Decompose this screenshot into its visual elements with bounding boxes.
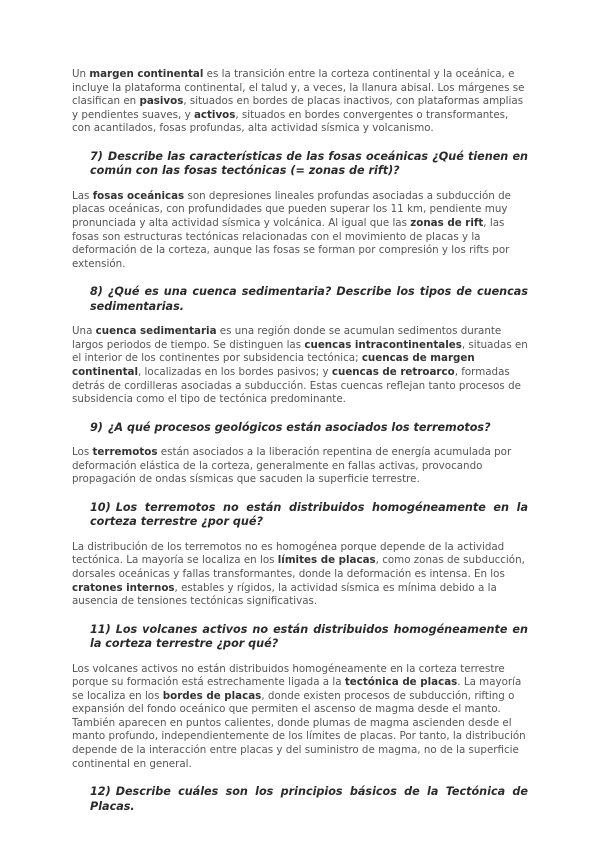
bold-term: margen continental	[89, 68, 204, 80]
question-number: 7)	[90, 149, 103, 163]
bold-term: bordes de placas	[162, 689, 262, 702]
bold-term: límites de placas	[277, 554, 376, 567]
question-12	[72, 785, 528, 814]
answer-9: Los terremotos están asociados a la liberación repentina de energía acumulada por deformación elástica de la corteza, generalmente en fallas activas, provocando propagación de ondas sísmicas que sacuden la superficie terrestre.	[72, 446, 512, 486]
bold-term: cratones internos	[72, 581, 175, 594]
answer-7: Las fosas oceánicas son depresiones lineales profundas asociadas a subducción de placas oceánicas, con profundidades que pueden superar los 11 km, pendiente muy pronunciada y alta actividad sísmica y volcánica. Al igual que las zonas de rift, las fosas son estructuras tectónicas relacionadas con el movimiento de placas y la deformación de la corteza, aunque las fosas se forman por compresión y los rifts por extensión.	[72, 189, 511, 270]
bold-term: cuenca sedimentaria	[95, 325, 217, 338]
bold-term: activos	[193, 108, 236, 121]
question-7	[72, 150, 528, 179]
question-10	[72, 501, 528, 530]
question-11	[72, 623, 528, 652]
document-page	[72, 68, 528, 825]
question-text: Los terremotos no están distribuidos homogéneamente en la corteza terrestre ¿por qué?	[90, 500, 528, 529]
bold-term: tectónica de placas	[344, 676, 458, 689]
answer-11: Los volcanes activos no están distribuidos homogéneamente en la corteza terrestre porque su formación está estrechamente ligada a la tectónica de placas. La mayoría se localiza en los bordes de placas, donde existen procesos de subducción, rifting o expansión del fondo oceánico que permiten el ascenso de magma desde el manto. También aparecen en puntos calientes, donde plumas de magma ascienden desde el manto profundo, independientemente de los límites de placas. Por tanto, la distribución depende de la interacción entre placas y del suministro de magma, no de la superficie continental en general.	[72, 662, 526, 770]
question-text: Describe cuáles son los principios básicos de la Tectónica de Placas.	[90, 785, 528, 813]
question-number: 10)	[90, 500, 111, 514]
question-text: ¿A qué procesos geológicos están asociados los terremotos?	[107, 420, 491, 434]
bold-term: terremotos	[92, 446, 158, 459]
question-text: ¿Qué es una cuenca sedimentaria? Describe los tipos de cuencas sedimentarias.	[90, 285, 528, 313]
bold-term: pasivos	[139, 95, 184, 108]
question-8	[72, 285, 528, 314]
paragraph-continental-margin: Un margen continental es la transición entre la corteza continental y la oceánica, e incluye la plataforma continental, el talud y, a veces, la llanura abisal. Los márgenes se clasifican en pasivos, situados en bordes de placas inactivos, con plataformas amplias y pendientes suaves, y activos, situados en bordes convergentes o transformantes, con acantilados, fosas profundas, alta actividad sísmica y volcanismo.	[72, 68, 525, 135]
bold-term: fosas oceánicas	[92, 189, 185, 202]
question-text: Describe las características de las fosas oceánicas ¿Qué tienen en común con las fosas tectónicas (= zonas de rift)?	[90, 149, 528, 178]
bold-term: zonas de rift	[410, 216, 484, 229]
question-number: 12)	[90, 785, 111, 799]
question-number: 9)	[90, 420, 103, 434]
question-number: 8)	[90, 285, 103, 299]
bold-term: cuencas de retroarco	[331, 365, 455, 378]
question-text: Los volcanes activos no están distribuidos homogéneamente en la corteza terrestre ¿por qué?	[90, 622, 528, 651]
answer-8: Una cuenca sedimentaria es una región donde se acumulan sedimentos durante largos periodos de tiempo. Se distinguen las cuencas intracontinentales, situadas en el interior de los continentes por subsidencia tectónica; cuencas de margen continental, localizadas en los bordes pasivos; y cuencas de retroarco, formadas detrás de cordilleras asociadas a subducción. Estas cuencas reflejan tanto procesos de subsidencia como el tipo de tectónica predominante.	[72, 325, 528, 406]
question-number: 11)	[90, 622, 111, 636]
bold-term: cuencas intracontinentales	[304, 338, 462, 351]
bold-term: cuencas de margen continental	[72, 352, 475, 378]
question-9	[72, 421, 528, 435]
answer-10: La distribución de los terremotos no es homogénea porque depende de la actividad tectónica. La mayoría se localiza en los límites de placas, como zonas de subducción, dorsales oceánicas y fallas transformantes, donde la deformación es intensa. En los cratones internos, estables y rígidos, la actividad sísmica es mínima debido a la ausencia de tensiones tectónicas significativas.	[72, 540, 525, 608]
